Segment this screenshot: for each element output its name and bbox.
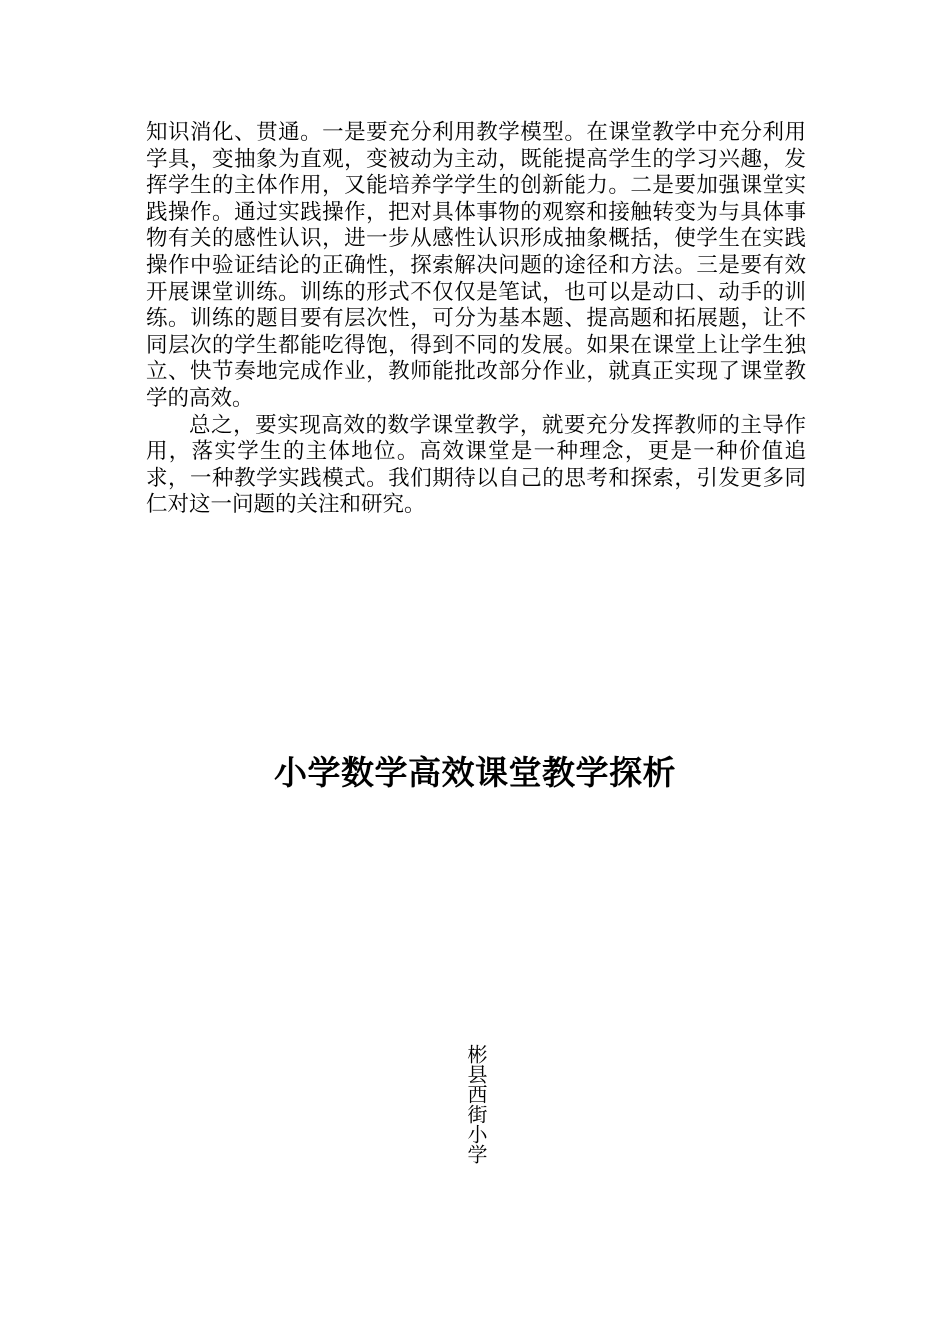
paragraph-conclusion: 总之，要实现高效的数学课堂教学，就要充分发挥教师的主导作用，落实学生的主体地位。高效课堂是一种理念，更是一种价值追求，一种教学实践模式。我们期待以自己的思考和探索，引发更多同仁对这一问题的关注和研究。 bbox=[146, 412, 806, 518]
article-title: 小学数学高效课堂教学探析 bbox=[274, 753, 676, 792]
body-text bbox=[146, 120, 806, 519]
paragraph-continued: 知识消化、贯通。一是要充分利用教学模型。在课堂教学中充分利用学具，变抽象为直观，变被动为主动，既能提高学生的学习兴趣，发挥学生的主体作用，又能培养学学生的创新能力。二是要加强课堂实践操作。通过实践操作，把对具体事物的观察和接触转变为与具体事物有关的感性认识，进一步从感性认识形成抽象概括，使学生在实践操作中验证结论的正确性，探索解决问题的途径和方法。三是要有效开展课堂训练。训练的形式不仅仅是笔试，也可以是动口、动手的训练。训练的题目要有层次性，可分为基本题、提高题和拓展题，让不同层次的学生都能吃得饱，得到不同的发展。如果在课堂上让学生独立、快节奏地完成作业，教师能批改部分作业，就真正实现了课堂教学的高效。 bbox=[146, 120, 806, 411]
author-affiliation: 彬县西街小学 bbox=[464, 1044, 488, 1164]
